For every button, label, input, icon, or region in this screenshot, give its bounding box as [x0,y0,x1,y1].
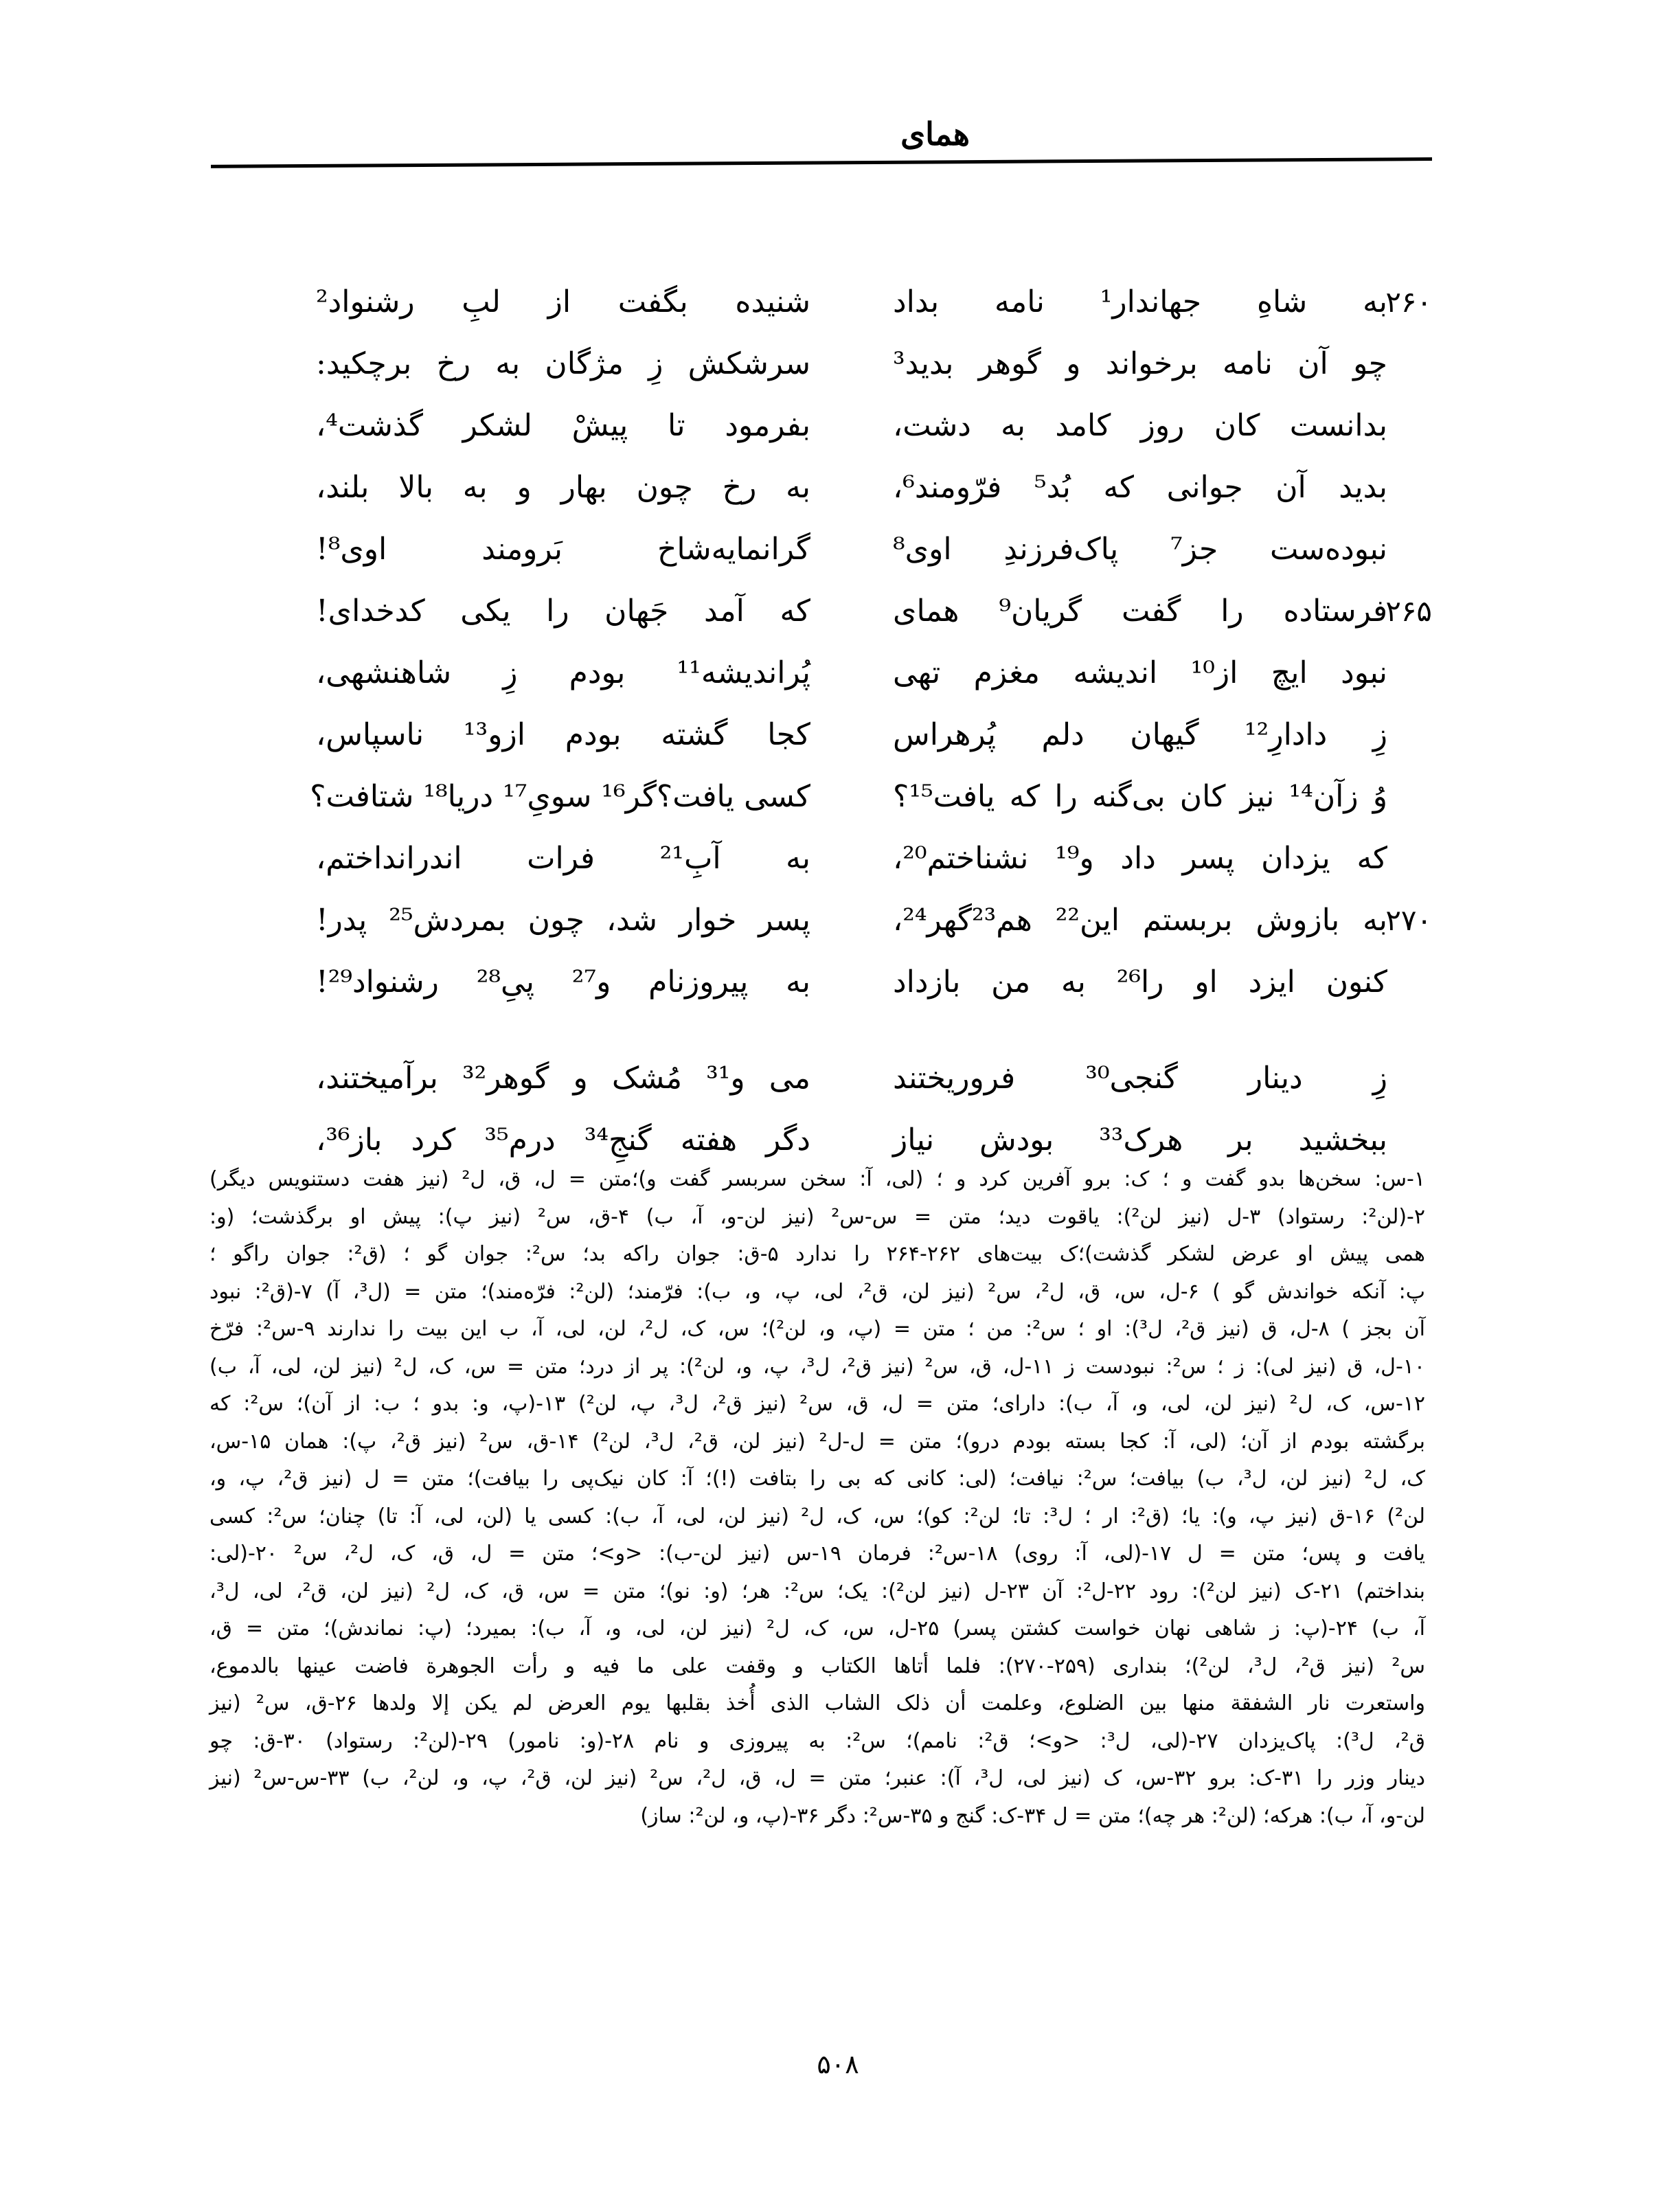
couplet [0,704,1658,766]
couplet [0,1048,1658,1109]
couplet [0,271,1658,333]
couplet [0,890,1658,951]
hemistich-first: که یزدان پسر داد و¹⁹ نشناختم²⁰، [893,841,1387,876]
hemistich-first: بدانست کان روز کامد به دشت، [893,408,1387,443]
hemistich-first: ببخشید بر هرک³³ بودش نیاز [893,1122,1387,1158]
couplet [0,642,1658,704]
footnote-line: بنداختم) ۲۱-ک (نیز لن²): رود ۲۲-ل²: آن ۲۳-ل (نیز لن²): یک؛ س²: هر؛ (و: نو)؛ متن = س، ق، ک، ل² (نیز لن، ق²، لی، ل³، [209,1579,1425,1603]
couplet [0,519,1658,580]
footnote-line: ق²، ل³): پاک‌یزدان ۲۷-(لی، ل³: <و>؛ ق²: نامم)؛ س²: به پیروزی و نام ۲۸-(و: نامور) ۲۹-(لن²: رستواد) ۳۰-ق: چو [209,1728,1425,1753]
hemistich-second: کجا گشته بودم ازو¹³ ناسپاس، [316,717,810,752]
footnote-line: ۱-س: سخن‌ها بدو گفت و ؛ ک: برو آفرین کرد و ؛ (لی، آ: سخن سربسر گفت و)؛متن = ل، ق، ل² (نیز هفت دستنویس دیگر) [209,1167,1425,1191]
hemistich-second: پُراندیشه¹¹ بودم زِ شاهنشهی، [316,655,810,690]
hemistich-first: وُ زآن¹⁴ نیز کان بی‌گنه را که یافت¹⁵؟ [893,779,1387,814]
footnote-line: واستعرت نار الشفقة منها بین الضلوع، وعلمت أن ذلک الشاب الذی أُخذ بقلبها یوم العرض لم یکن إلا ولدها ۲۶-ق، س² (نیز [209,1691,1425,1715]
footnote-line: س² (نیز ق²، ل³، لن²)؛ بنداری (۲۵۹-۲۷۰): فلما أتاها الکتاب و وقفت علی ما فیه و رأت الجوهرة فاضت عینها بالدموع، [209,1654,1426,1678]
footnote-line: آ، ب) ۲۴-(پ: ز شاهی نهان خواست کشتن پسر) ۲۵-ل، س، ک، ل² (نیز لن، لی، و، آ، ب): بمیرد؛ (پ: نماندش)؛ متن = ق، [209,1616,1425,1640]
hemistich-first: زِ دادارِ¹² گیهان دلم پُرهراس [893,717,1387,752]
hemistich-first: به بازوش بربستم این²² هم²³گهر²⁴، [893,903,1387,938]
couplet [0,457,1658,519]
hemistich-second: شنیده بگفت از لبِ رشنواد² [316,284,810,319]
footnote-line: ۲-(لن²: رستواد) ۳-ل (نیز لن²): یاقوت دید؛ متن = س-س² (نیز لن-و، آ، ب) ۴-ق، س² (نیز پ): پیش او برگذشت؛ (و: [209,1204,1425,1229]
hemistich-first: کنون ایزد او را²⁶ به من بازداد [893,964,1387,1000]
footnote-line: یافت و پس؛ متن = ل ۱۷-(لی، آ: روی) ۱۸-س²: فرمان ۱۹-س (نیز لن-ب): <و>؛ متن = ل، ق، ک، ل²، س² ۲۰-(لی: [209,1542,1425,1566]
hemistich-second: می و³¹ مُشک و گوهر³² برآمیختند، [316,1061,810,1096]
hemistich-first: چو آن نامه برخواند و گوهر بدید³ [893,346,1387,381]
page-number: ۵۰۸ [817,2049,859,2079]
couplet [0,395,1658,457]
footnote-line: ۱۲-س، ک، ل² (نیز لن، لی، و، آ، ب): دارای؛ متن = ل، ق، س² (نیز ق²، ل³، پ، لن²) ۱۳-(پ، و: بدو ؛ ب: از آن)؛ س²: که [209,1392,1426,1416]
couplet [0,828,1658,890]
footnote-line: آن بجز ) ۸-ل، ق (نیز ق²، ل³): او ؛ س²: من ؛ متن = (پ، و، لن²)؛ س، ک، ل²، لن، لی، آ، ب این بیت را ندارند ۹-س²: فرّخ [209,1317,1426,1341]
hemistich-second: دگر هفته گنجِ³⁴ درم³⁵ کرد باز³⁶، [316,1122,810,1158]
footnote-line: پ: آنکه خواندش گو ) ۶-ل، س، ق، ل²، س² (نیز لن، ق²، لی، پ، و، ب): فرّمند؛ (لن²: فرّه‌مند)؛ متن = (ل³، آ) ۷-(ق²: نبود [209,1279,1426,1304]
footnote-line: لن²) ۱۶-ق (نیز پ، و): یا؛ (ق²: ار ؛ ل³: تا؛ لن²: کو)؛ س، ک، ل² (نیز لن، لی، آ، ب): کسی یا (لن، لی، آ: تا) چنان؛ س²: کسی [209,1504,1426,1528]
hemistich-first: فرستاده را گفت گریان⁹ همای [893,594,1387,629]
couplet [0,766,1658,828]
hemistich-first: به شاهِ جهاندار¹ نامه بداد [893,284,1387,319]
hemistich-second: به آبِ²¹ فرات اندرانداختم، [316,841,811,876]
hemistich-second: پسر خوار شد، چون بمردش²⁵ پدر! [316,903,811,938]
couplet [0,951,1658,1013]
footnote-line: دینار وزر را ۳۱-ک: برو ۳۲-س، ک (نیز لی، ل³، آ): عنبر؛ متن = ل، ق، ل²، س² (نیز لن، ق²، پ، و، لن²، ب) ۳۳-س-س² (نیز [209,1766,1425,1790]
footnote-line: ۱۰-ل، ق (نیز لی): ز ؛ س²: نبودست ز ۱۱-ل، ق، س² (نیز ق²، ل³، پ، و، لن²): پر از درد؛ متن = س، ک، ل² (نیز لن، لی، آ، ب) [209,1354,1426,1379]
verse-number: ۲۷۰ [1385,903,1432,937]
hemistich-second: به رخ چون بهار و به بالا بلند، [316,470,810,505]
hemistich-first: نبوده‌ست جز⁷ پاک‌فرزندِ اوی⁸ [893,532,1388,567]
hemistich-second: به پیروزنام و²⁷ پیِ²⁸ رشنواد²⁹! [316,964,810,1000]
hemistich-second: سرشکش زِ مژگان به رخ برچکید: [316,346,810,381]
header-rule [211,157,1432,168]
footnotes [209,1161,1425,1835]
footnote-line: ک، ل² (نیز لن، ل³، ب) بیافت؛ س²: نیافت؛ (لی: کانی که بی را بتافت (!)؛ آ: کان نیک‌پی را بیافت)؛ متن = ل (نیز ق²، پ، و، [209,1467,1425,1491]
hemistich-second: کسی یافت؟گر¹⁶ سویِ¹⁷ دریا¹⁸ شتافت؟ [310,779,810,814]
footnote-line: همی پیش او عرض لشکر گذشت)؛ک بیت‌های ۲۶۲-۲۶۴ را ندارد ۵-ق: جوان راکه بد؛ س²: جوان گو ؛ (ق²: جوان راگو ؛ [209,1242,1425,1266]
footnote-line: برگشته بودم از آن؛ (لی، آ: کجا بسته بودم درو)؛ متن = ل-ل² (نیز لن، ق²، ل³، لن²) ۱۴-ق، س² (نیز ق²، پ): همان ۱۵-س، [209,1429,1425,1454]
couplet [0,580,1658,642]
running-header-title: همای [900,115,970,153]
hemistich-first: بدید آن جوانی که بُد⁵ فرّومند⁶، [893,470,1387,505]
hemistich-second: که آمد جَهان را یکی کدخدای! [316,594,810,629]
hemistich-second: گرانمایه‌شاخ بَرومند اوی⁸! [316,532,810,567]
hemistich-first: زِ دینار گنجی³⁰ فروریختند [893,1061,1387,1096]
footnote-line: لن-و، آ، ب): هرکه؛ (لن²: هر چه)؛ متن = ل ۳۴-ک: گنج و ۳۵-س²: دگر ۳۶-(پ، و، لن²: ساز) [640,1803,1425,1828]
hemistich-first: نبود ایچ از¹⁰ اندیشه مغزم تهی [893,655,1387,690]
couplet [0,333,1658,395]
verse-number: ۲۶۰ [1385,285,1432,319]
verse-number: ۲۶۵ [1385,594,1432,628]
hemistich-second: بفرمود تا پیشْ لشکر گذشت⁴، [316,408,810,443]
